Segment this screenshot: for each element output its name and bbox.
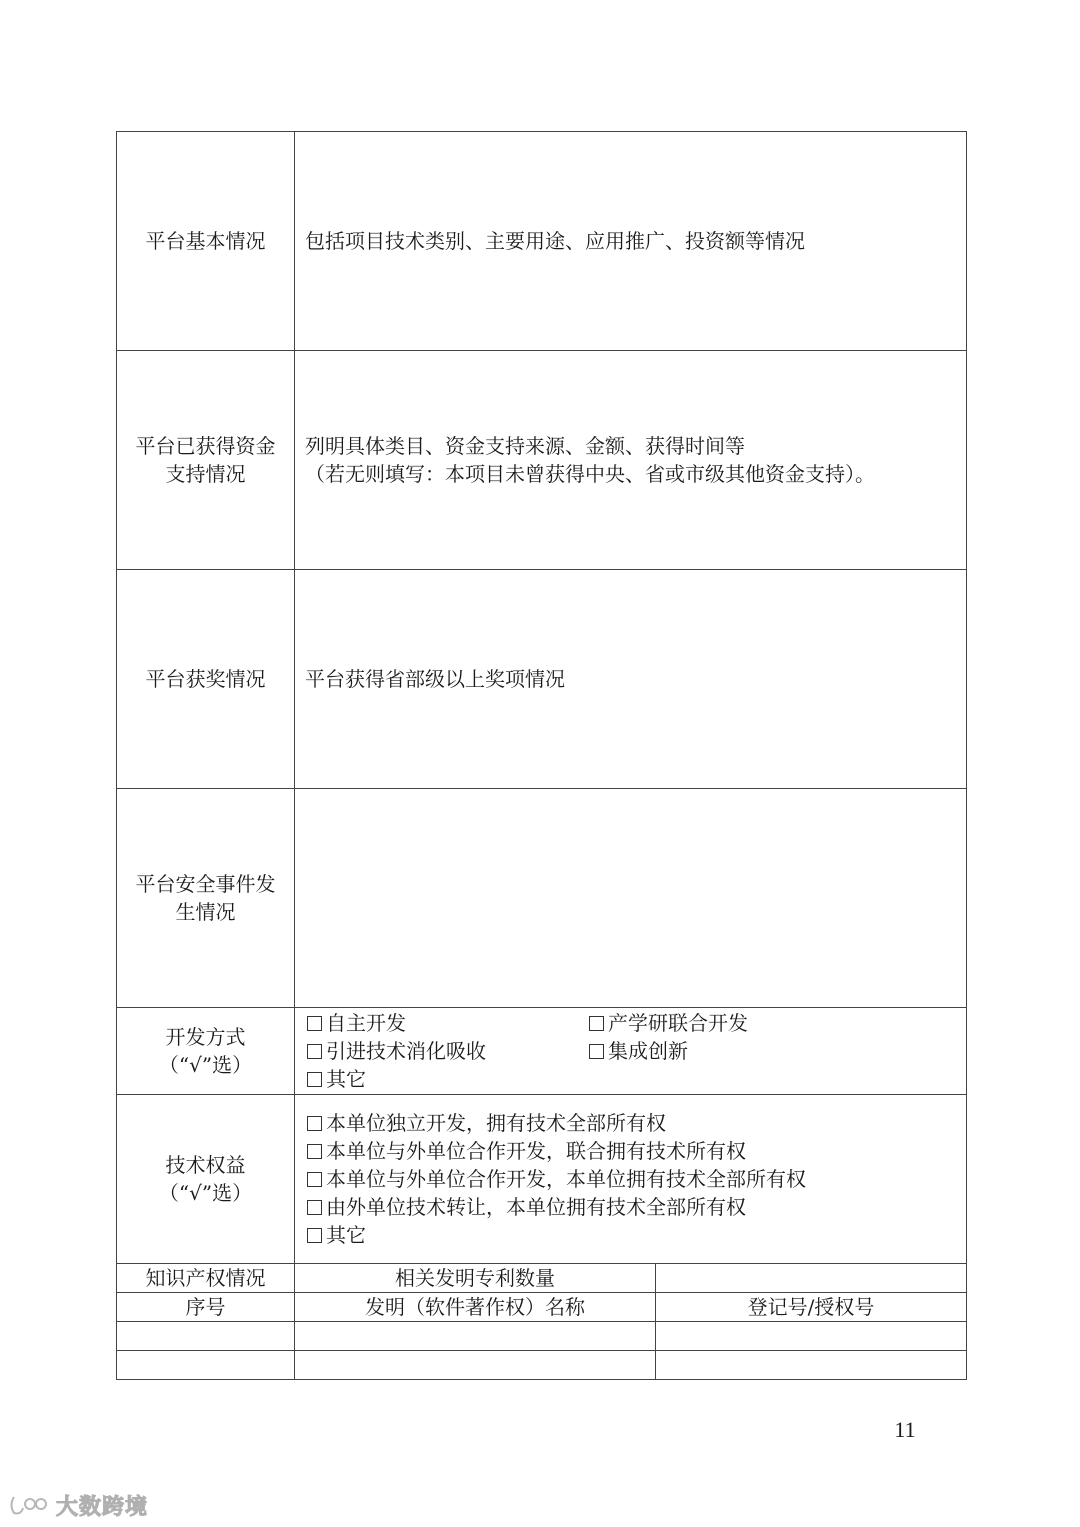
hint-text: 包括项目技术类别、主要用途、应用推广、投资额等情况 bbox=[305, 229, 805, 253]
cell-reg-number[interactable] bbox=[656, 1322, 967, 1351]
cell-reg-number[interactable] bbox=[656, 1351, 967, 1380]
header-name: 发明（软件著作权）名称 bbox=[295, 1293, 656, 1322]
checkbox-icon[interactable] bbox=[307, 1072, 322, 1087]
label-dev-mode bbox=[117, 1008, 295, 1095]
application-form-table bbox=[116, 131, 967, 1380]
table-row bbox=[117, 1322, 967, 1351]
option-industry-academia[interactable] bbox=[589, 1009, 748, 1037]
row-tech-rights bbox=[117, 1095, 967, 1264]
label-line: 平台已获得资金 bbox=[135, 434, 276, 458]
option-label: 其它 bbox=[326, 1223, 366, 1247]
row-awards bbox=[117, 570, 967, 789]
option-label: 本单位与外单位合作开发，本单位拥有技术全部所有权 bbox=[326, 1167, 806, 1191]
label-line: （“√”选） bbox=[158, 1053, 253, 1077]
checkbox-icon[interactable] bbox=[307, 1228, 322, 1243]
patent-count-label: 相关发明专利数量 bbox=[295, 1264, 656, 1293]
option-label: 本单位与外单位合作开发，联合拥有技术所有权 bbox=[326, 1139, 746, 1163]
label-basic-info: 平台基本情况 bbox=[117, 132, 295, 351]
checkbox-icon[interactable] bbox=[307, 1116, 322, 1131]
label-ip: 知识产权情况 bbox=[117, 1264, 295, 1293]
patent-count-value[interactable] bbox=[656, 1264, 967, 1293]
watermark-text: 大数跨境 bbox=[56, 1494, 149, 1520]
row-basic-info bbox=[117, 132, 967, 351]
watermark bbox=[8, 1492, 148, 1518]
watermark-logo-icon bbox=[8, 1494, 52, 1516]
option-joint-full-ownership[interactable] bbox=[307, 1165, 966, 1193]
cell-serial[interactable] bbox=[117, 1351, 295, 1380]
row-ip bbox=[117, 1264, 967, 1293]
hint-text: 列明具体类目、资金支持来源、金额、获得时间等 bbox=[305, 434, 745, 458]
label-line: 平台安全事件发 bbox=[135, 872, 276, 896]
label-security bbox=[117, 789, 295, 1008]
checkbox-icon[interactable] bbox=[307, 1172, 322, 1187]
label-line: 开发方式 bbox=[165, 1025, 246, 1049]
option-joint-ownership[interactable] bbox=[307, 1137, 966, 1165]
content-funding[interactable] bbox=[295, 351, 967, 570]
table-row bbox=[117, 1351, 967, 1380]
label-line: 支持情况 bbox=[165, 462, 246, 486]
checkbox-icon[interactable] bbox=[307, 1144, 322, 1159]
hint-text: （若无则填写：本项目未曾获得中央、省或市级其他资金支持）。 bbox=[305, 462, 875, 486]
hint-text: 平台获得省部级以上奖项情况 bbox=[305, 667, 565, 691]
row-security bbox=[117, 789, 967, 1008]
content-basic-info[interactable] bbox=[295, 132, 967, 351]
checkbox-icon[interactable] bbox=[307, 1016, 322, 1031]
option-other[interactable] bbox=[307, 1065, 589, 1093]
header-serial: 序号 bbox=[117, 1293, 295, 1322]
option-label: 自主开发 bbox=[326, 1011, 406, 1035]
checkbox-icon[interactable] bbox=[589, 1016, 604, 1031]
label-line: （“√”选） bbox=[158, 1181, 253, 1205]
label-line: 生情况 bbox=[175, 900, 236, 924]
options-dev-mode bbox=[295, 1008, 967, 1095]
label-tech-rights bbox=[117, 1095, 295, 1264]
option-independent[interactable] bbox=[307, 1109, 966, 1137]
checkbox-icon[interactable] bbox=[307, 1200, 322, 1215]
row-funding bbox=[117, 351, 967, 570]
row-dev-mode bbox=[117, 1008, 967, 1095]
label-awards: 平台获奖情况 bbox=[117, 570, 295, 789]
options-tech-rights bbox=[295, 1095, 967, 1264]
checkbox-icon[interactable] bbox=[307, 1044, 322, 1059]
option-transfer[interactable] bbox=[307, 1193, 966, 1221]
option-other[interactable] bbox=[307, 1221, 966, 1249]
content-awards[interactable] bbox=[295, 570, 967, 789]
option-label: 由外单位技术转让，本单位拥有技术全部所有权 bbox=[326, 1195, 746, 1219]
content-security[interactable] bbox=[295, 789, 967, 1008]
label-funding bbox=[117, 351, 295, 570]
cell-serial[interactable] bbox=[117, 1322, 295, 1351]
option-label: 本单位独立开发，拥有技术全部所有权 bbox=[326, 1111, 666, 1135]
option-self-developed[interactable] bbox=[307, 1009, 589, 1037]
option-label: 引进技术消化吸收 bbox=[326, 1039, 486, 1063]
checkbox-icon[interactable] bbox=[589, 1044, 604, 1059]
ip-table-header bbox=[117, 1293, 967, 1322]
page-number: 11 bbox=[894, 1417, 916, 1442]
option-integrated-innovation[interactable] bbox=[589, 1037, 688, 1065]
option-label: 产学研联合开发 bbox=[608, 1011, 748, 1035]
label-line: 技术权益 bbox=[165, 1153, 246, 1177]
option-label: 其它 bbox=[326, 1067, 366, 1091]
option-label: 集成创新 bbox=[608, 1039, 688, 1063]
option-import-absorb[interactable] bbox=[307, 1037, 589, 1065]
cell-name[interactable] bbox=[295, 1351, 656, 1380]
header-reg-number: 登记号/授权号 bbox=[656, 1293, 967, 1322]
cell-name[interactable] bbox=[295, 1322, 656, 1351]
